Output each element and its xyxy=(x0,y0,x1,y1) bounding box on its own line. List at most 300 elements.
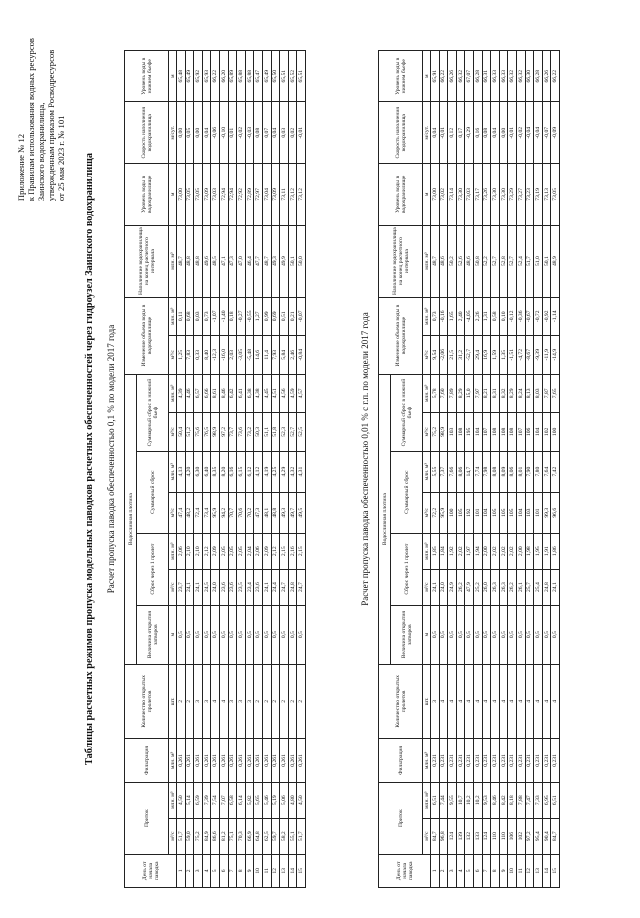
table-cell: 4 xyxy=(219,664,228,738)
table-cell: 99,3 xyxy=(542,492,551,533)
table-cell: -0,03 xyxy=(245,102,254,164)
table-cell: 0,5 xyxy=(228,605,237,664)
table-cell: -0,67 xyxy=(525,297,534,336)
table-cell: 106 xyxy=(525,413,534,452)
table-cell: 0,5 xyxy=(254,605,263,664)
table-cell: 50,3 xyxy=(254,413,263,452)
table-row xyxy=(499,51,508,888)
table-cell: 0,04 xyxy=(431,102,440,164)
table-cell: 48,9 xyxy=(551,225,560,297)
table-cell: 6,40 xyxy=(202,451,211,492)
table-cell: 24,1 xyxy=(185,569,194,605)
table-cell: 24,7 xyxy=(280,569,289,605)
table-cell: 73,17 xyxy=(473,164,482,226)
table-cell: 59,7 xyxy=(271,818,280,854)
table-cell: 72,92 xyxy=(237,164,246,226)
table-cell: 4,59 xyxy=(288,374,297,413)
table-cell: 52,5 xyxy=(297,413,306,452)
table-cell: 0,231 xyxy=(499,739,508,783)
table-cell: 26,2 xyxy=(456,569,465,605)
table-cell: 24,5 xyxy=(202,569,211,605)
table-cell: 4,20 xyxy=(185,451,194,492)
unit-cell: млн. м³ xyxy=(423,533,431,569)
table-cell: 95,9 xyxy=(211,492,220,533)
table-cell: 66,32 xyxy=(516,51,525,102)
table-cell: 8,61 xyxy=(211,374,220,413)
table-row xyxy=(525,51,534,888)
table-cell: 0,5 xyxy=(465,605,474,664)
table-cell: 0,5 xyxy=(262,605,271,664)
table-row xyxy=(456,51,465,888)
table-cell: 0,07 xyxy=(262,102,271,164)
header-volume-change: Изменение объема воды в водохранилище xyxy=(125,297,169,374)
table-cell: 51,8 xyxy=(271,413,280,452)
table-cell: -0,27 xyxy=(237,297,246,336)
table-cell: -0,07 xyxy=(297,297,306,336)
table-cell: 73,6 xyxy=(237,413,246,452)
table-row xyxy=(542,51,551,888)
table-cell: 23,7 xyxy=(177,569,186,605)
table-cell: 0,16 xyxy=(473,102,482,164)
table-cell: 0,5 xyxy=(211,605,220,664)
table-cell: 24,0 xyxy=(439,569,448,605)
unit-cell: м³/с xyxy=(169,569,177,605)
table-row xyxy=(185,51,194,888)
table-cell: 47,9 xyxy=(465,569,474,605)
table-row xyxy=(254,51,263,888)
table-cell: 0,261 xyxy=(211,739,220,783)
table-cell: 2 xyxy=(297,664,306,738)
table-cell: 24,8 xyxy=(542,569,551,605)
table-row xyxy=(431,51,440,888)
table-cell: 0,5 xyxy=(542,605,551,664)
unit-cell: млн. м³ xyxy=(169,297,177,336)
unit-cell: м xyxy=(169,51,177,102)
table-cell: 4,12 xyxy=(254,451,263,492)
table-cell: 103 xyxy=(525,492,534,533)
table-cell: 0,231 xyxy=(508,739,517,783)
table-cell: 66,26 xyxy=(448,51,457,102)
table-cell: 12 xyxy=(525,854,534,887)
table-cell: 124 xyxy=(448,818,457,854)
table-cell: 2,12 xyxy=(271,533,280,569)
table-cell: 47,7 xyxy=(254,225,263,297)
table-cell: 105 xyxy=(508,492,517,533)
table-cell: 50,1 xyxy=(288,225,297,297)
table-cell: 24,9 xyxy=(448,569,457,605)
table-cell: 7,44 xyxy=(439,782,448,818)
table-cell: 5,06 xyxy=(280,782,289,818)
table-cell: 10,7 xyxy=(456,782,465,818)
table-cell: 1,86 xyxy=(551,533,560,569)
table-cell: 73,26 xyxy=(482,164,491,226)
table-cell: 6,41 xyxy=(237,374,246,413)
table-cell: -0,02 xyxy=(516,102,525,164)
table-cell: 73,7 xyxy=(228,413,237,452)
table-cell: 2,10 xyxy=(194,533,203,569)
table-cell: 86,6 xyxy=(211,818,220,854)
table-cell: 7,60 xyxy=(439,374,448,413)
table-cell: 4 xyxy=(508,664,517,738)
table-cell: 0,51 xyxy=(280,297,289,336)
unit-cell: м³/с xyxy=(169,336,177,375)
table-cell: 4 xyxy=(448,664,457,738)
table-cell: 2,06 xyxy=(254,533,263,569)
table-cell: 23,6 xyxy=(219,569,228,605)
table-cell: 0,99 xyxy=(262,297,271,336)
table-cell: 48,5 xyxy=(211,225,220,297)
header-total-downstream: Суммарный сброс в нижний бьеф xyxy=(391,374,423,451)
table-cell: 2,05 xyxy=(219,533,228,569)
table-cell: 4,56 xyxy=(280,374,289,413)
table-cell: 3 xyxy=(194,664,203,738)
table-cell: 5,82 xyxy=(245,782,254,818)
table-cell: 66,31 xyxy=(482,51,491,102)
table-cell: -0,06 xyxy=(211,102,220,164)
table-cell: 7,87 xyxy=(542,374,551,413)
table-cell: 2,05 xyxy=(237,533,246,569)
table-cell: 25,4 xyxy=(534,569,543,605)
table-cell: 0,231 xyxy=(525,739,534,783)
table-cell: 13 xyxy=(280,854,289,887)
table-row xyxy=(288,51,297,888)
unit-cell: млн. м³ xyxy=(169,782,177,818)
table-cell: 4,80 xyxy=(288,782,297,818)
table-cell: 73,2 xyxy=(245,413,254,452)
table-cell: 2 xyxy=(280,664,289,738)
table-cell: 94,2 xyxy=(219,492,228,533)
table-cell: 73,00 xyxy=(177,164,186,226)
header-gate-opening: Величина открытия затворов xyxy=(137,605,169,664)
table-cell: 1,25 xyxy=(177,336,186,375)
table-cell: 100 xyxy=(551,413,560,452)
table-cell: 4 xyxy=(439,664,448,738)
header-rate: Скорость наполнения водохранилища xyxy=(379,102,423,164)
table-cell: -5,48 xyxy=(245,336,254,375)
table-cell: 8,35 xyxy=(211,451,220,492)
table-cell: -2,06 xyxy=(439,336,448,375)
table-cell: 0,231 xyxy=(542,739,551,783)
table-cell: 14,6 xyxy=(254,336,263,375)
table-cell: 4 xyxy=(516,664,525,738)
table-cell: 101 xyxy=(534,492,543,533)
table-cell: 75,2 xyxy=(194,818,203,854)
table-cell: 73,03 xyxy=(211,164,220,226)
table-cell: 2,03 xyxy=(228,336,237,375)
table-cell: 48,8 xyxy=(194,225,203,297)
table-cell: 14,7 xyxy=(465,451,474,492)
table-cell: 1,94 xyxy=(473,533,482,569)
table-cell: -0,01 xyxy=(297,102,306,164)
table-cell: 26,2 xyxy=(508,569,517,605)
table-cell: 24,7 xyxy=(297,569,306,605)
table-cell: 52,8 xyxy=(499,225,508,297)
table-cell: -0,55 xyxy=(245,297,254,336)
table-cell: 10 xyxy=(254,854,263,887)
flood-table-0.1-percent xyxy=(124,50,306,888)
table-cell: 8,06 xyxy=(508,451,517,492)
table-cell: 4,57 xyxy=(297,374,306,413)
table-cell: 1,35 xyxy=(499,336,508,375)
table-cell: 0,5 xyxy=(177,605,186,664)
table-cell: 4 xyxy=(456,664,465,738)
table-cell: 73,13 xyxy=(542,164,551,226)
table-cell: 70,7 xyxy=(228,492,237,533)
header-total-downstream: Суммарный сброс в нижний бьеф xyxy=(137,374,169,451)
table-cell: 4,45 xyxy=(262,374,271,413)
table-row xyxy=(202,51,211,888)
table-cell: 12 xyxy=(271,854,280,887)
table-cell: 0,261 xyxy=(262,739,271,783)
table-cell: 101 xyxy=(473,492,482,533)
table-row xyxy=(211,51,220,888)
table-cell: 0,17 xyxy=(456,102,465,164)
table-cell: 0,261 xyxy=(177,739,186,783)
table-cell: 0,5 xyxy=(448,605,457,664)
unit-cell: шт. xyxy=(169,664,177,738)
table-cell: 51,7 xyxy=(297,818,306,854)
table-cell: -0,29 xyxy=(465,102,474,164)
table-cell: 76,5 xyxy=(202,413,211,452)
table-cell: 108 xyxy=(499,413,508,452)
table-cell: 0,231 xyxy=(448,739,457,783)
unit-cell: м xyxy=(169,605,177,664)
table-row xyxy=(508,51,517,888)
table-cell: 49,3 xyxy=(280,492,289,533)
table-cell: -0,04 xyxy=(525,102,534,164)
table-cell: 0,261 xyxy=(194,739,203,783)
table-row xyxy=(297,51,306,888)
table-cell: 65,49 xyxy=(262,51,271,102)
table-cell: 23,6 xyxy=(254,569,263,605)
table-cell: 48,6 xyxy=(439,225,448,297)
table-cell: 65,47 xyxy=(254,51,263,102)
table-row xyxy=(237,51,246,888)
table-cell: 52,7 xyxy=(491,225,500,297)
header-spillway: Водосливная плотина xyxy=(125,374,137,664)
table-cell: 5,55 xyxy=(431,451,440,492)
table-cell: 0,12 xyxy=(448,102,457,164)
table-cell: 0,00 xyxy=(499,102,508,164)
table-cell: 4 xyxy=(482,664,491,738)
table-cell: 0,04 xyxy=(202,102,211,164)
header-day: День от начала паводка xyxy=(379,854,431,887)
table-cell: 72,2 xyxy=(431,492,440,533)
table-cell: 65,91 xyxy=(431,51,440,102)
table-cell: 0,231 xyxy=(491,739,500,783)
table-cell: 2,00 xyxy=(516,533,525,569)
header-tail-level: Уровень воды в нижнем бьефе xyxy=(379,51,423,102)
table-cell: 73,04 xyxy=(262,164,271,226)
table-cell: 2 xyxy=(185,664,194,738)
table-cell: 6,59 xyxy=(194,782,203,818)
table-cell: 66,30 xyxy=(525,51,534,102)
table-cell: 8,01 xyxy=(516,451,525,492)
table-cell: 5,14 xyxy=(185,782,194,818)
table-cell: 0,5 xyxy=(237,605,246,664)
unit-cell: млн. м³ xyxy=(169,374,177,413)
table-cell: 2,15 xyxy=(280,533,289,569)
table-cell: 65,50 xyxy=(271,51,280,102)
table-cell: 1,98 xyxy=(525,533,534,569)
table-cell: 104 xyxy=(534,413,543,452)
table-cell: 7,07 xyxy=(219,782,228,818)
table-cell: 96,6 xyxy=(551,492,560,533)
table-cell: 73,30 xyxy=(491,164,500,226)
table-cell: -4,72 xyxy=(516,336,525,375)
table-cell: 52,7 xyxy=(288,413,297,452)
table-cell: 0,11 xyxy=(177,297,186,336)
table-cell: 0,18 xyxy=(228,297,237,336)
table-cell: 7,42 xyxy=(551,451,560,492)
table-row xyxy=(534,51,543,888)
table-cell: 50,2 xyxy=(448,225,457,297)
table-cell: 3 xyxy=(431,664,440,738)
table-cell: 0,231 xyxy=(465,739,474,783)
table-row xyxy=(491,51,500,888)
table-cell: 0,231 xyxy=(482,739,491,783)
table-row xyxy=(280,51,289,888)
table-cell: 66,33 xyxy=(499,51,508,102)
table-cell: 65,51 xyxy=(297,51,306,102)
unit-cell: млн. м³ xyxy=(423,374,431,413)
table-cell: 8,29 xyxy=(456,374,465,413)
table-cell: 48,7 xyxy=(262,225,271,297)
table-cell: 0,21 xyxy=(288,297,297,336)
table-cell: 0,08 xyxy=(254,102,263,164)
table-cell: 5,78 xyxy=(431,374,440,413)
header-level: Уровень воды в водохранилище xyxy=(379,164,423,226)
table-cell: 0,5 xyxy=(245,605,254,664)
table-cell: 0,69 xyxy=(271,297,280,336)
table-cell: 0,73 xyxy=(202,297,211,336)
table-cell: 0,231 xyxy=(551,739,560,783)
table-cell: 0,261 xyxy=(288,739,297,783)
table-cell: 75,2 xyxy=(431,413,440,452)
table-row xyxy=(194,51,203,888)
table-row xyxy=(551,51,560,888)
table-cell: 6,51 xyxy=(431,782,440,818)
table-cell: 10,2 xyxy=(473,782,482,818)
table-cell: 73,23 xyxy=(525,164,534,226)
unit-cell: м³/с xyxy=(169,413,177,452)
table-caption: Расчет пропуска паводка обеспеченностью 0,1 % по модели 2017 года xyxy=(106,324,116,594)
header-fill-volume: Наполнение водохранилища на конец расчетного интервала xyxy=(379,225,423,297)
table-cell: 26,3 xyxy=(499,569,508,605)
table-cell: 73,12 xyxy=(288,164,297,226)
table-cell: 6,42 xyxy=(228,374,237,413)
table-cell: 4 xyxy=(542,664,551,738)
table-cell: 8,09 xyxy=(499,451,508,492)
table-cell: 66,32 xyxy=(456,51,465,102)
table-cell: 0,5 xyxy=(516,605,525,664)
document-title: Таблицы расчетных режимов пропуска модельных паводков расчетных обеспеченностей через гидроузел Заинского водохранилища xyxy=(84,153,95,765)
table-cell: 0,261 xyxy=(280,739,289,783)
table-cell: 0,05 xyxy=(185,102,194,164)
table-cell: -0,10 xyxy=(219,102,228,164)
table-cell: 0,03 xyxy=(194,297,203,336)
table-cell: 70,2 xyxy=(245,492,254,533)
appendix-line: Заинского водохранилища, xyxy=(36,102,46,202)
table-cell: 7,97 xyxy=(473,374,482,413)
table-cell: 47,3 xyxy=(228,225,237,297)
table-cell: 2,12 xyxy=(202,533,211,569)
unit-cell: млн. м³ xyxy=(169,739,177,783)
table-cell: 0,261 xyxy=(271,739,280,783)
table-row xyxy=(271,51,280,888)
appendix-line: утвержденным приказом Росводресурсов xyxy=(46,49,56,202)
table-cell: 66,22 xyxy=(551,51,560,102)
table-cell: -4,05 xyxy=(465,297,474,336)
table-cell: 2 xyxy=(439,854,448,887)
table-cell: 51,7 xyxy=(177,818,186,854)
unit-cell: м³/с xyxy=(169,818,177,854)
table-cell: 2 xyxy=(262,664,271,738)
table-cell: 8 xyxy=(237,854,246,887)
table-cell: 15 xyxy=(551,854,560,887)
table-cell: 0,231 xyxy=(516,739,525,783)
table-cell: 0,02 xyxy=(288,102,297,164)
table-cell: 7 xyxy=(482,854,491,887)
table-cell: 7,88 xyxy=(516,782,525,818)
table-cell: 7,47 xyxy=(525,782,534,818)
table-cell: 3 xyxy=(194,854,203,887)
table-cell: 108 xyxy=(508,413,517,452)
table-cell: 47,3 xyxy=(254,492,263,533)
table-cell: 72,97 xyxy=(254,164,263,226)
table-cell: 52,3 xyxy=(280,413,289,452)
table-row xyxy=(177,51,186,888)
unit-cell: млн. м³ xyxy=(169,225,177,297)
table-cell: 5 xyxy=(465,854,474,887)
table-cell: 47,4 xyxy=(177,492,186,533)
table-cell: 7,89 xyxy=(448,374,457,413)
table-cell: 0,00 xyxy=(177,102,186,164)
table-cell: 0,04 xyxy=(271,102,280,164)
table-cell: 48,7 xyxy=(177,225,186,297)
table-cell: 73,11 xyxy=(280,164,289,226)
table-cell: 50,1 xyxy=(542,225,551,297)
table-cell: 4,19 xyxy=(262,451,271,492)
table-cell: 4,50 xyxy=(177,782,186,818)
table-cell: 1,59 xyxy=(491,336,500,375)
table-cell: 4,31 xyxy=(297,451,306,492)
table-cell: 24,1 xyxy=(431,569,440,605)
table-cell: -16,0 xyxy=(219,336,228,375)
table-cell: -0,36 xyxy=(516,297,525,336)
table-cell: 0,04 xyxy=(491,102,500,164)
table-cell: 26,3 xyxy=(491,569,500,605)
table-cell: 2,16 xyxy=(288,533,297,569)
table-cell: 8,20 xyxy=(219,451,228,492)
unit-cell: млн. м³ xyxy=(423,451,431,492)
table-cell: 90,4 xyxy=(542,818,551,854)
table-cell: 0,261 xyxy=(185,739,194,783)
table-cell: -0,01 xyxy=(439,102,448,164)
table-cell: 192 xyxy=(465,492,474,533)
table-cell: -14,9 xyxy=(551,336,560,375)
table-cell: 0,10 xyxy=(499,297,508,336)
table-cell: 0,5 xyxy=(297,605,306,664)
table-cell: 0,261 xyxy=(245,739,254,783)
table-cell: -0,01 xyxy=(508,102,517,164)
table-cell: 3 xyxy=(237,664,246,738)
table-cell: 72,94 xyxy=(228,164,237,226)
table-cell: 11 xyxy=(262,854,271,887)
table-cell: -3,05 xyxy=(237,336,246,375)
table-cell: 51,1 xyxy=(262,413,271,452)
table-cell: 65,49 xyxy=(185,51,194,102)
